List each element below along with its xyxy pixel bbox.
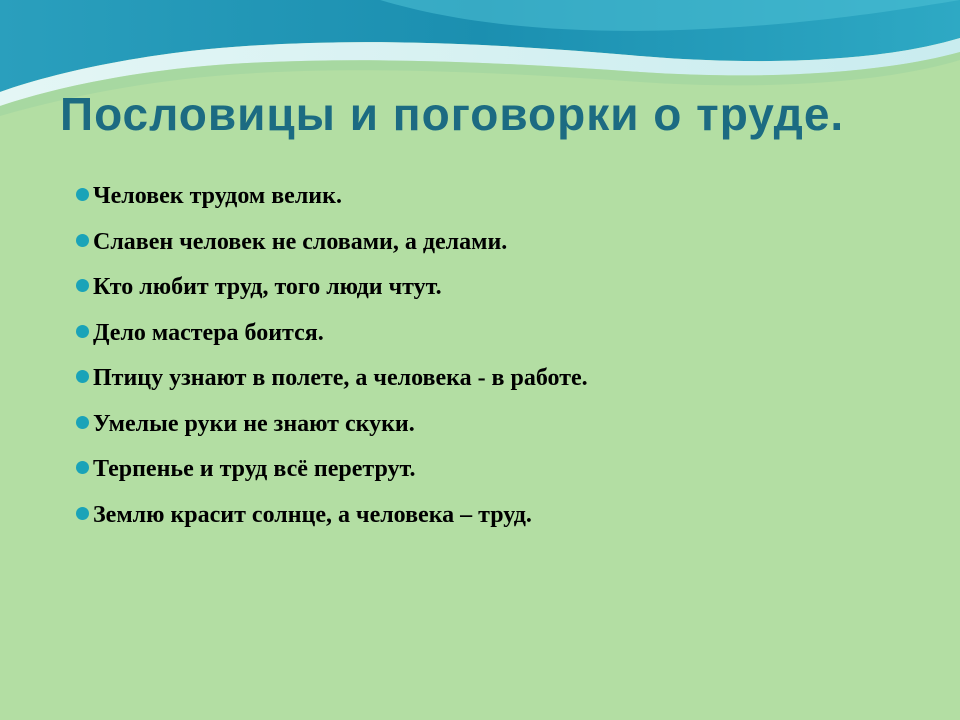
list-item	[76, 447, 936, 493]
proverb-text: Кто любит труд, того люди чтут.	[93, 274, 442, 301]
list-item	[76, 493, 936, 539]
slide-title: Пословицы и поговорки о труде.	[60, 88, 845, 140]
list-item	[76, 174, 936, 220]
proverb-text: Терпенье и труд всё перетрут.	[93, 456, 416, 483]
bullet-dot-icon	[76, 370, 89, 383]
bullet-dot-icon	[76, 416, 89, 429]
bullet-dot-icon	[76, 279, 89, 292]
proverbs-list	[76, 174, 936, 538]
list-item	[76, 311, 936, 357]
list-item	[76, 265, 936, 311]
proverb-text: Птицу узнают в полете, а человека - в работе.	[93, 365, 588, 392]
proverb-text: Дело мастера боится.	[93, 319, 324, 346]
bullet-dot-icon	[76, 461, 89, 474]
proverb-text: Умелые руки не знают скуки.	[93, 410, 415, 437]
list-item	[76, 356, 936, 402]
proverb-text: Человек трудом велик.	[93, 183, 342, 210]
list-item	[76, 220, 936, 266]
bullet-dot-icon	[76, 325, 89, 338]
list-item	[76, 402, 936, 448]
proverb-text: Славен человек не словами, а делами.	[93, 228, 508, 255]
bullet-dot-icon	[76, 507, 89, 520]
proverb-text: Землю красит солнце, а человека – труд.	[93, 501, 532, 528]
bullet-dot-icon	[76, 234, 89, 247]
bullet-dot-icon	[76, 188, 89, 201]
